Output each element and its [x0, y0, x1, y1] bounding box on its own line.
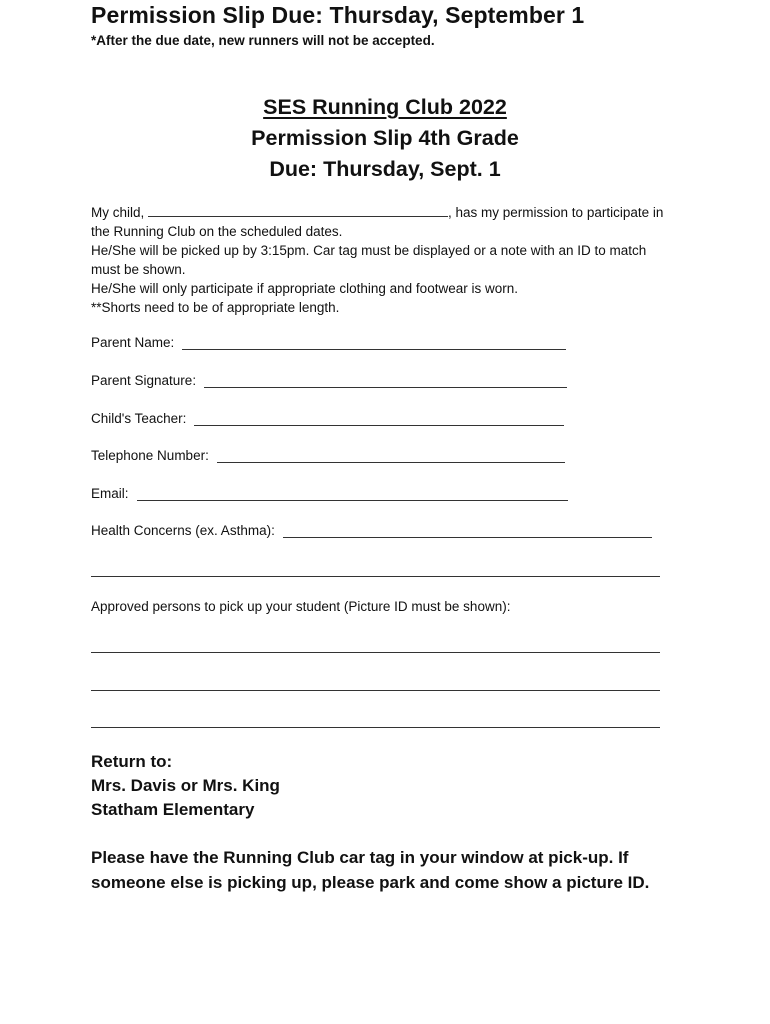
childs-teacher-field [91, 411, 564, 426]
permission-line-5: He/She will only participate if appropriate clothing and footwear is worn. [91, 281, 518, 296]
title-block [0, 92, 770, 185]
due-date-heading: Permission Slip Due: Thursday, September 1 [91, 2, 585, 28]
email-label: Email: [91, 486, 129, 501]
slip-due-line: Due: Thursday, Sept. 1 [269, 157, 501, 181]
parent-signature-label: Parent Signature: [91, 373, 197, 388]
return-names: Mrs. Davis or Mrs. King [91, 776, 280, 795]
permission-suffix: , has my permission to participate in [448, 205, 664, 220]
permission-line-2: the Running Club on the scheduled dates. [91, 224, 343, 239]
health-concerns-field [91, 523, 652, 538]
approved-person-line-1[interactable] [91, 652, 660, 653]
closing-note [91, 845, 649, 895]
health-concerns-label: Health Concerns (ex. Asthma): [91, 523, 275, 538]
closing-line-2: someone else is picking up, please park and come show a picture ID. [91, 873, 650, 892]
childs-teacher-label: Child's Teacher: [91, 411, 187, 426]
parent-name-blank[interactable] [182, 335, 566, 350]
telephone-field [91, 448, 565, 463]
permission-prefix: My child, [91, 205, 149, 220]
parent-name-field [91, 335, 566, 350]
approved-person-line-3[interactable] [91, 727, 660, 728]
permission-line-3: He/She will be picked up by 3:15pm. Car tag must be displayed or a note with an ID to match [91, 243, 647, 258]
approved-persons-label: Approved persons to pick up your student (Picture ID must be shown): [91, 599, 511, 614]
health-concerns-blank[interactable] [283, 523, 652, 538]
permission-line-4: must be shown. [91, 262, 186, 277]
health-concerns-extra-line[interactable] [91, 576, 660, 577]
approved-person-line-2[interactable] [91, 690, 660, 691]
club-title: SES Running Club 2022 [263, 95, 507, 119]
email-field [91, 486, 568, 501]
return-school: Statham Elementary [91, 800, 255, 819]
slip-subtitle: Permission Slip 4th Grade [251, 126, 519, 150]
telephone-label: Telephone Number: [91, 448, 209, 463]
due-date-note: *After the due date, new runners will not be accepted. [91, 33, 435, 48]
childs-teacher-blank[interactable] [194, 411, 564, 426]
return-block [91, 750, 280, 822]
permission-line-1 [91, 203, 691, 222]
permission-paragraph [91, 203, 691, 317]
email-blank[interactable] [137, 486, 568, 501]
parent-signature-field [91, 373, 567, 388]
child-name-blank[interactable] [148, 204, 448, 217]
permission-line-6: **Shorts need to be of appropriate length. [91, 300, 340, 315]
parent-signature-blank[interactable] [204, 373, 567, 388]
return-label: Return to: [91, 752, 173, 771]
parent-name-label: Parent Name: [91, 335, 175, 350]
closing-line-1: Please have the Running Club car tag in your window at pick-up. If [91, 848, 629, 867]
telephone-blank[interactable] [217, 448, 565, 463]
